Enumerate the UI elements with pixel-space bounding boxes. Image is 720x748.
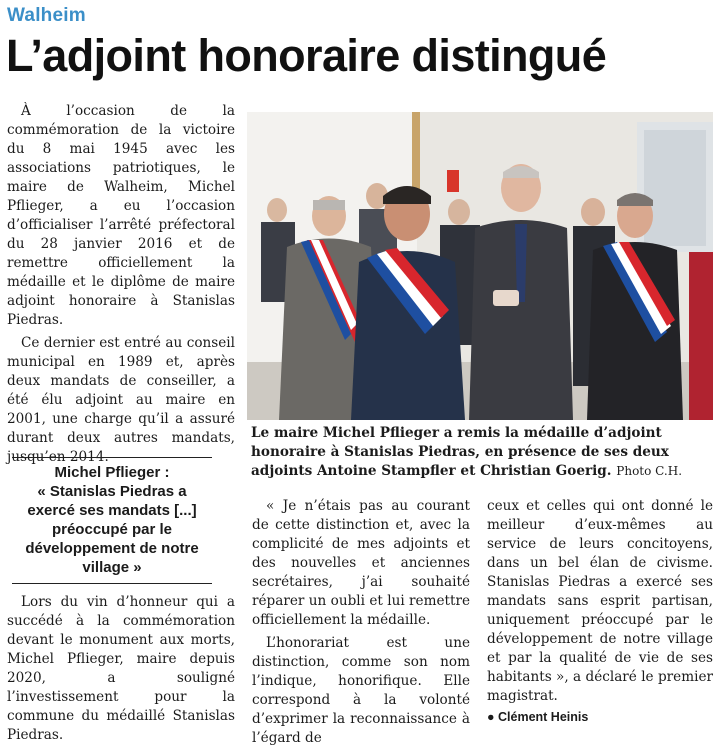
- intro-paragraph-2: Ce dernier est entré au conseil municipal en 1989 et, après deux mandats de conseiller, a été élu adjoint au maire en 2001, une charge qu’il a assuré durant deux autres mandats, jusqu’en 2014.: [7, 335, 235, 465]
- article-headline: L’adjoint honoraire distingué: [6, 30, 607, 81]
- article-column-3: [487, 497, 713, 727]
- author-signature: ● Clément Heinis: [487, 710, 589, 724]
- photo-credit: Photo C.H.: [616, 464, 683, 478]
- quote-paragraph-1: « Je n’étais pas au courant de cette distinction et, avec la complicité de mes adjoints et des nouvelles et anciennes secrétaires, j’ai souhaité réparer un oubli et lui remettre officiellement la médaille.: [252, 498, 470, 628]
- article-column-1: [7, 102, 235, 467]
- section-kicker: Walheim: [7, 5, 86, 26]
- quote-paragraph-3: ceux et celles qui ont donné le meilleur d’eux-mêmes au service de leurs concitoyens, dans un bel élan de civisme. Stanislas Piedras a exercé ses mandats sans esprit partisan, uniquement préoccupé par le développement de notre village et par la qualité de vie de ses habitants », a déclaré le premier magistrat.: [487, 498, 713, 704]
- photo-caption: [251, 424, 711, 481]
- article-column-1-bottom: [7, 593, 235, 745]
- pull-quote: [12, 457, 212, 584]
- body-paragraph: Lors du vin d’honneur qui a succédé à la commémoration devant le monument aux morts, Michel Pflieger, maire depuis 2020, a souligné l’investissement pour la commune du médaillé Stanislas Piedras.: [7, 594, 235, 743]
- article-photo: [247, 112, 713, 420]
- caption-text: Le maire Michel Pflieger a remis la médaille d’adjoint honoraire à Stanislas Piedras, en présence de ses deux adjoints Antoine Stampfler et Christian Goerig.: [251, 425, 669, 479]
- pull-quote-speaker: Michel Pflieger :: [54, 464, 170, 481]
- article-column-2: [252, 497, 470, 748]
- intro-paragraph-1: À l’occasion de la commémoration de la victoire du 8 mai 1945 avec les associations patriotiques, le maire de Walheim, Michel Pflieger, a eu l’occasion d’officialiser l’arrêté préfectoral du 28 janvier 2016 et de remettre officiellement la médaille et le diplôme de maire adjoint honoraire à Stanislas Piedras.: [7, 103, 235, 328]
- quote-paragraph-2: L’honorariat est une distinction, comme son nom l’indique, honorifique. Elle correspond à la volonté d’exprimer la reconnaissance à l’égard de: [252, 635, 470, 746]
- ceremony-photo-illustration: [247, 112, 713, 420]
- pull-quote-text: « Stanislas Piedras a exercé ses mandats [...] préoccupé par le développement de notre village »: [25, 483, 199, 576]
